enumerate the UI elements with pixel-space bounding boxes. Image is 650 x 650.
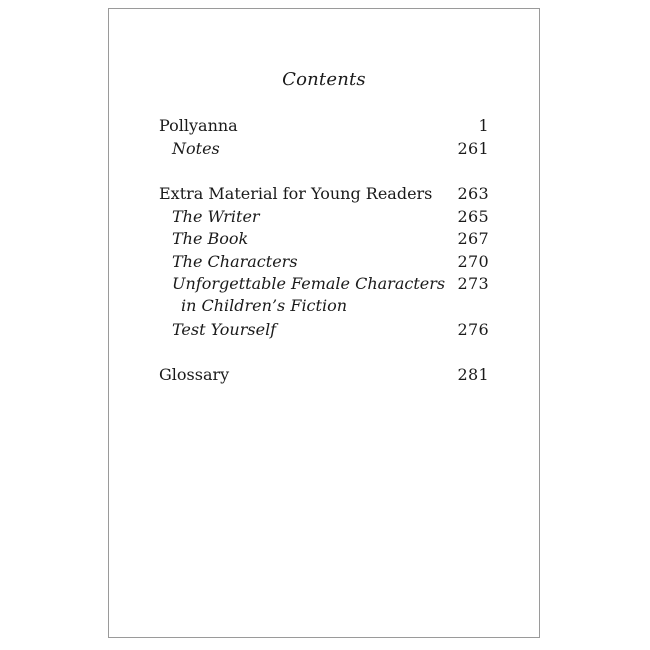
toc-entry-title: The Writer	[172, 207, 260, 226]
toc-entry-page: 281	[457, 365, 489, 384]
toc-entry-extra-material	[159, 183, 489, 205]
toc-entry-the-characters	[159, 251, 489, 273]
toc-entry-title: Unforgettable Female Characters	[172, 274, 446, 293]
toc-entry-page: 1	[478, 116, 489, 135]
toc-entry-page: 263	[457, 184, 489, 203]
contents-page	[108, 8, 540, 638]
toc-entry-page: 276	[457, 320, 489, 339]
toc-entry-page: 270	[457, 252, 489, 271]
toc-entry-the-book	[159, 228, 489, 250]
toc-entry-notes	[159, 138, 489, 160]
toc-entry-page: 261	[457, 139, 489, 158]
toc-entry-title-continuation: in Children’s Fiction	[181, 296, 347, 315]
toc-entry-title: The Characters	[172, 252, 298, 271]
toc-entry-unforgettable-female-characters	[159, 273, 489, 315]
toc-entry-page: 267	[457, 229, 489, 248]
toc-entry-glossary	[159, 364, 489, 386]
toc-entry-title: Notes	[172, 139, 220, 158]
toc-entry-page: 265	[457, 207, 489, 226]
toc-entry-title: Pollyanna	[159, 116, 238, 135]
toc-entry-title: The Book	[172, 229, 249, 248]
toc-entry-title: Glossary	[159, 365, 230, 384]
toc-entry-the-writer	[159, 206, 489, 228]
toc-entry-pollyanna	[159, 115, 489, 137]
toc-entry-test-yourself	[159, 319, 489, 341]
toc-entry-page: 273	[457, 274, 489, 293]
contents-heading: Contents	[282, 69, 366, 90]
toc-entry-title: Test Yourself	[172, 320, 277, 339]
toc-entry-title: Extra Material for Young Readers	[159, 184, 433, 203]
